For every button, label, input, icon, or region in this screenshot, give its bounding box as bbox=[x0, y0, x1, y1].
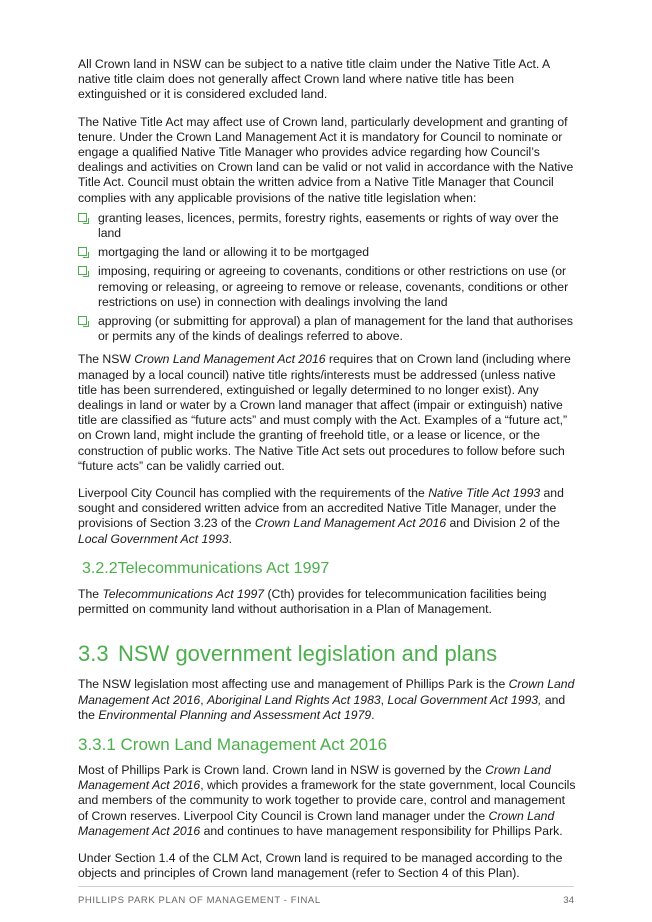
paragraph-future-acts: The NSW Crown Land Management Act 2016 requires that on Crown land (including where managed by a local council) native title rights/interests must be addressed (unless native title has been surrendered, extinguished or legally determined to no longer exist). Any dealings in land or water by a Crown land manager that affect (impair or extinguish) native title are classified as “future acts” and must comply with the Act. Examples of a “future act,” on Crown land, might include the granting of freehold title, or a lease or licence, or the construction of public works. The Native Title Act sets out procedures to follow before such “future acts” can be validly carried out. bbox=[78, 352, 571, 473]
list-item: approving (or submitting for approval) a plan of management for the land that authorises or permits any of the kinds of dealings referred to above. bbox=[78, 314, 576, 344]
footer-divider bbox=[78, 886, 574, 887]
heading-crown-land-management-act: 3.3.1 Crown Land Management Act 2016 bbox=[78, 734, 388, 754]
paragraph-clm-act-section: Under Section 1.4 of the CLM Act, Crown land is required to be managed according to the objects and principles of Crown land management (refer to Section 4 of this Plan). bbox=[78, 850, 563, 881]
page-content bbox=[78, 57, 576, 881]
paragraph-native-title-act: The Native Title Act may affect use of Crown land, particularly development and granting of tenure. Under the Crown Land Management Act it is mandatory for Council to nominate or engage a qualified Native Title Manager who provides advice regarding how Council’s dealings and activities on Crown land can be valid or not valid in accordance with the Native Title Act. Council must obtain the written advice from a Native Title Manager that Council complies with any applicable provisions of the native title legislation when: bbox=[78, 114, 574, 205]
checkbox-bullet-icon bbox=[78, 213, 87, 222]
heading-nsw-legislation: 3.3 NSW government legislation and plans bbox=[78, 641, 498, 667]
list-item: imposing, requiring or agreeing to covenants, conditions or other restrictions on use (or removing or releasing, or agreeing to remove or release, covenants, conditions or other restrictions on use) in connection with dealings involving the land bbox=[78, 264, 576, 310]
list-item: granting leases, licences, permits, forestry rights, easements or rights of way over the land bbox=[78, 211, 576, 241]
checkbox-bullet-icon bbox=[78, 247, 87, 256]
checkbox-bullet-icon bbox=[78, 316, 87, 325]
paragraph-crown-land: Most of Phillips Park is Crown land. Crown land in NSW is governed by the Crown Land Management Act 2016, which provides a framework for the state government, local Councils and members of the community to work together to provide care, control and management of Crown reserves. Liverpool City Council is Crown land manager under the Crown Land Management Act 2016 and continues to have management responsibility for Phillips Park. bbox=[78, 762, 576, 838]
page-number: 34 bbox=[563, 895, 574, 906]
checkbox-bullet-icon bbox=[78, 266, 87, 275]
paragraph-nsw-legislation: The NSW legislation most affecting use and management of Phillips Park is the Crown Land Management Act 2016, Aboriginal Land Rights Act 1983, Local Government Act 1993, and the Environmental Planning and Assessment Act 1979. bbox=[78, 677, 575, 722]
heading-telecommunications-act: 3.2.2Telecommunications Act 1997 bbox=[82, 559, 330, 577]
paragraph-council-compliance: Liverpool City Council has complied with the requirements of the Native Title Act 1993 and sought and considered written advice from an accredited Native Title Manager, under the provisions of Section 3.23 of the Crown Land Management Act 2016 and Division 2 of the Local Government Act 1993. bbox=[78, 486, 564, 546]
paragraph-telecommunications: The Telecommunications Act 1997 (Cth) provides for telecommunication facilities being permitted on community land without authorisation in a Plan of Management. bbox=[78, 586, 547, 617]
list-item: mortgaging the land or allowing it to be mortgaged bbox=[78, 245, 576, 260]
native-title-bullet-list bbox=[78, 211, 576, 345]
paragraph-native-title-claim: All Crown land in NSW can be subject to a native title claim under the Native Title Act. A native title claim does not generally affect Crown land where native title has been extinguished or it is considered excluded land. bbox=[78, 57, 550, 102]
footer-document-title: PHILLIPS PARK PLAN OF MANAGEMENT - FINAL bbox=[78, 895, 321, 906]
